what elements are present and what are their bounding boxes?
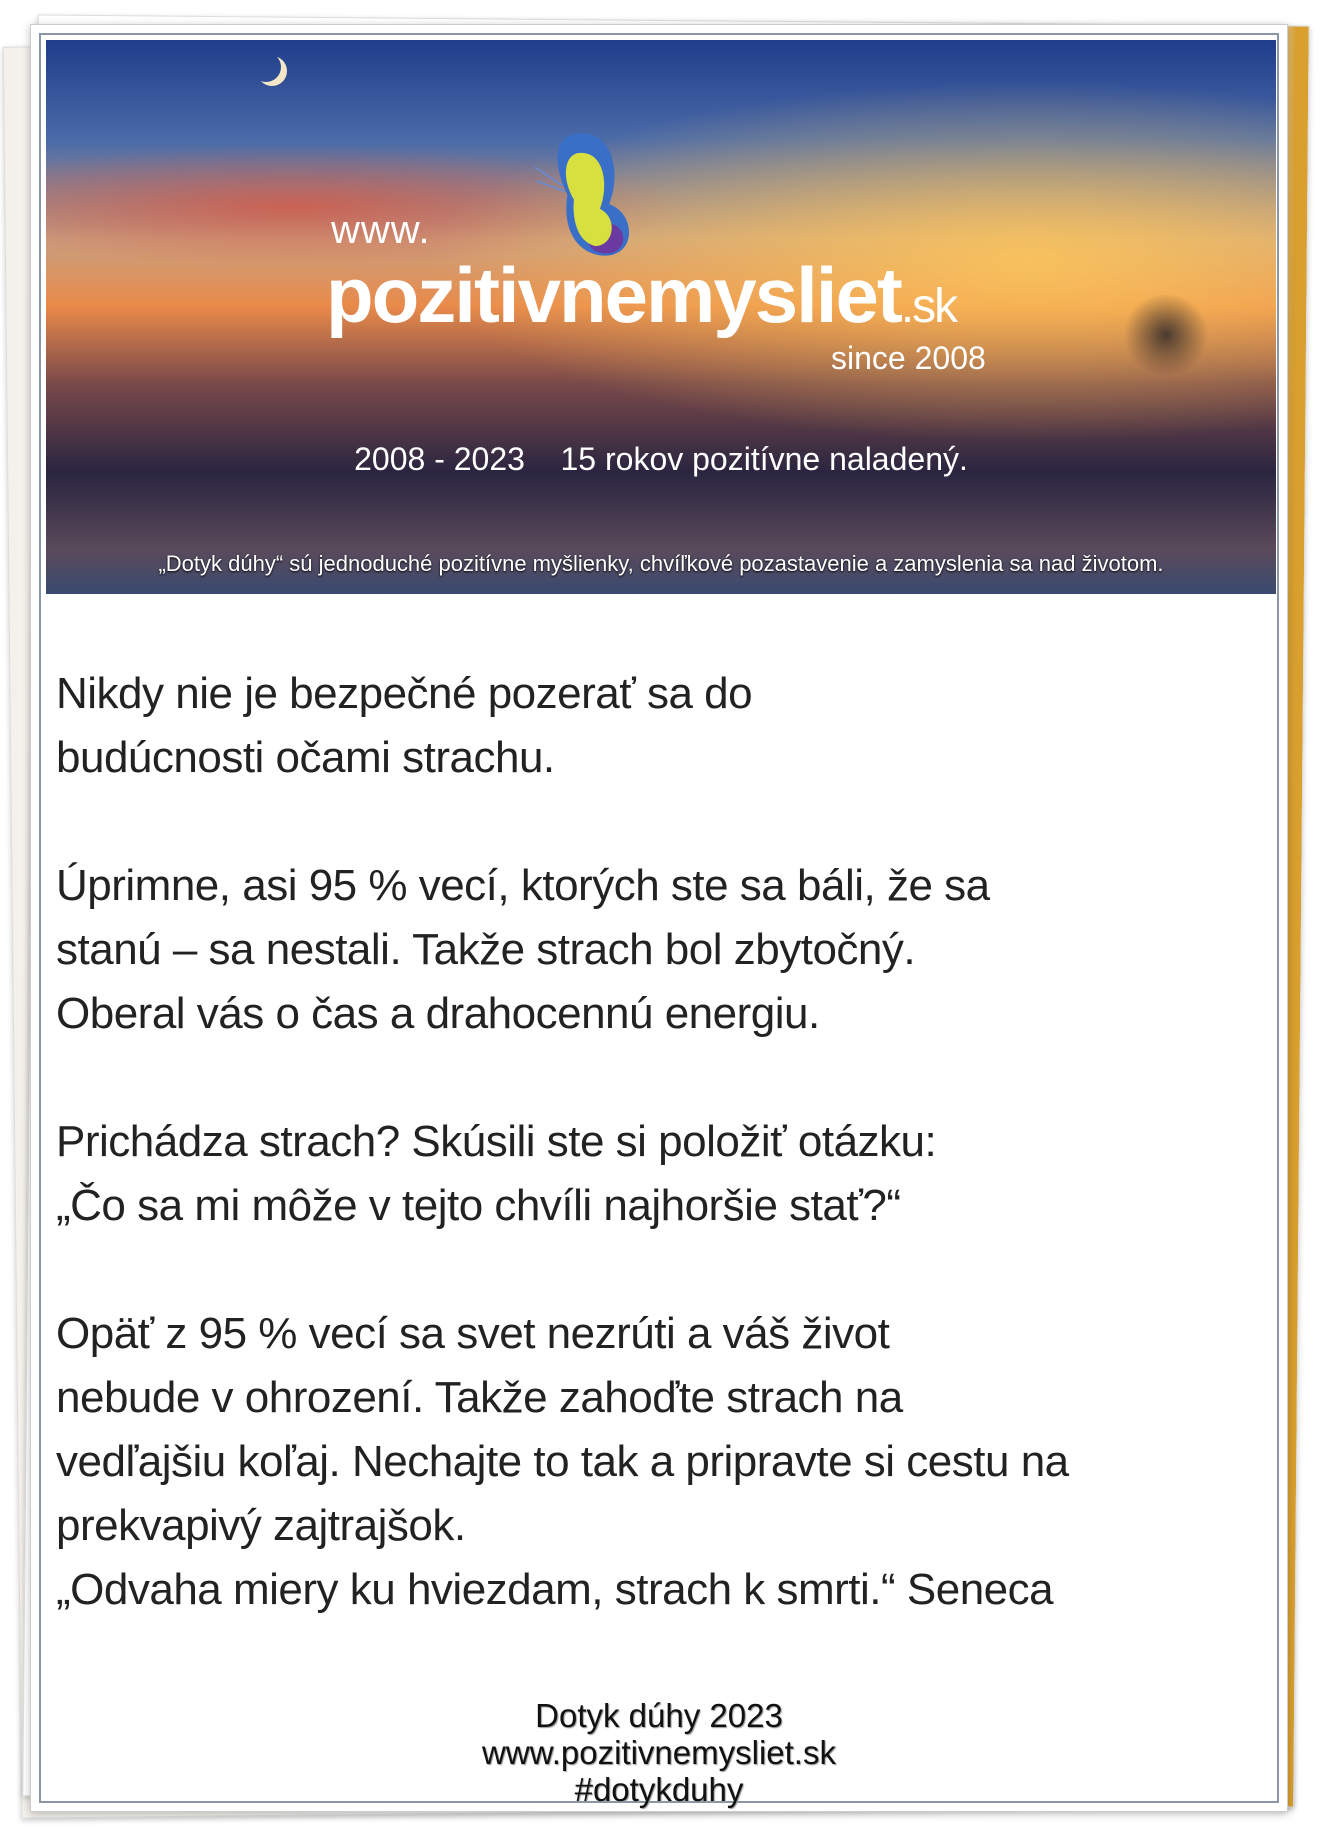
text-line: Nikdy nie je bezpečné pozerať sa do	[56, 669, 753, 718]
article-body	[56, 662, 1262, 1622]
text-line: „Čo sa mi môže v tejto chvíli najhoršie stať?“	[56, 1181, 901, 1230]
tree-silhouette	[1121, 295, 1211, 375]
banner-caption: „Dotyk dúhy“ sú jednoduché pozitívne myšlienky, chvíľkové pozastavenie a zamyslenia sa nad životom.	[158, 551, 1164, 576]
header-banner	[46, 40, 1276, 594]
page	[30, 24, 1288, 1812]
footer	[41, 1697, 1277, 1808]
quote-line: „Odvaha miery ku hviezdam, strach k smrti.“ Seneca	[56, 1565, 1054, 1614]
text-line: prekvapivý zajtrajšok.	[56, 1501, 466, 1550]
paragraph-4	[56, 1302, 1262, 1622]
text-line: nebude v ohrození. Takže zahoďte strach na	[56, 1373, 903, 1422]
paragraph-1	[56, 662, 1262, 790]
footer-title: Dotyk dúhy 2023	[535, 1697, 783, 1734]
logo-since: since 2008	[831, 340, 986, 376]
text-line: stanú – sa nestali. Takže strach bol zbytočný.	[56, 925, 916, 974]
text-line: budúcnosti očami strachu.	[56, 733, 555, 782]
logo-tld: .sk	[900, 280, 957, 333]
page-frame	[39, 33, 1279, 1808]
text-line: Úprimne, asi 95 % vecí, ktorých ste sa báli, že sa	[56, 861, 990, 910]
footer-hashtag: #dotykduhy	[574, 1771, 744, 1808]
footer-url: www.pozitivnemysliet.sk	[482, 1734, 836, 1771]
logo-main: pozitivnemysliet	[326, 251, 901, 339]
logo-www: www.	[331, 208, 431, 252]
logo-wordmark	[326, 251, 957, 348]
butterfly-logo-icon	[531, 130, 641, 260]
text-line: vedľajšiu koľaj. Nechajte to tak a pripravte si cestu na	[56, 1437, 1069, 1486]
text-line: Prichádza strach? Skúsili ste si položiť otázku:	[56, 1117, 937, 1166]
text-line: Opäť z 95 % vecí sa svet nezrúti a váš život	[56, 1309, 890, 1358]
banner-tagline: 2008 - 2023 15 rokov pozitívne naladený.	[354, 441, 968, 477]
text-line: Oberal vás o čas a drahocennú energiu.	[56, 989, 820, 1038]
moon-icon	[251, 52, 281, 82]
paragraph-3	[56, 1110, 1262, 1238]
paragraph-2	[56, 854, 1262, 1046]
